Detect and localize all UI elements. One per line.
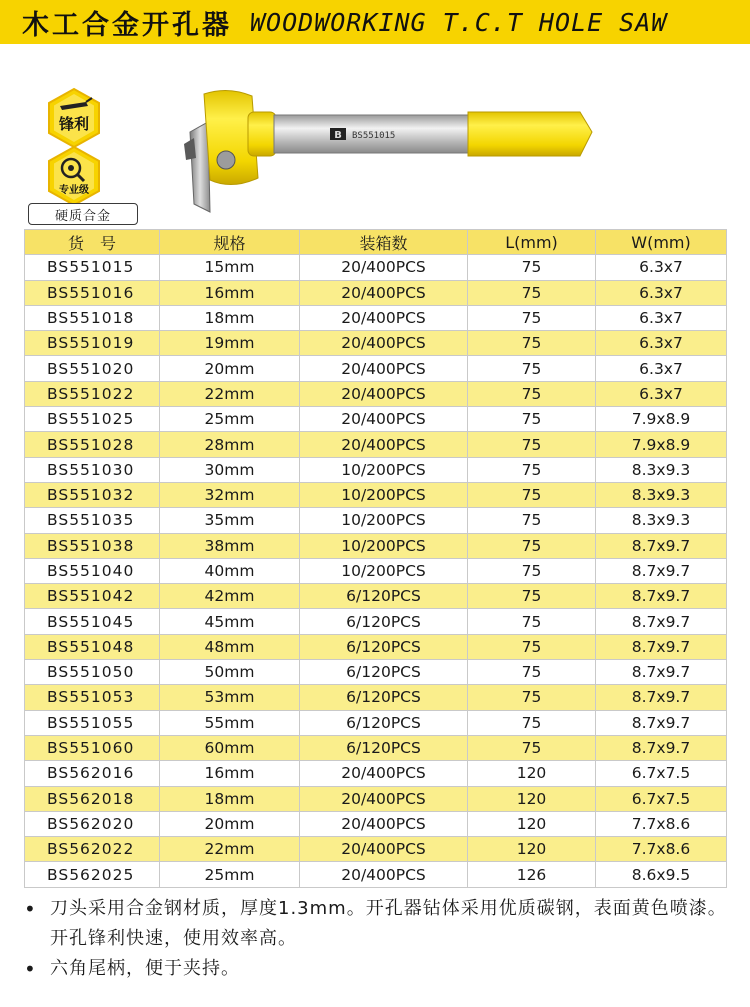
table-body xyxy=(25,255,727,887)
cell-packing: 6/120PCS xyxy=(300,660,468,685)
cell-size: 19mm xyxy=(160,331,300,356)
cell-code: BS551022 xyxy=(25,381,160,406)
table-row xyxy=(25,837,727,862)
cell-code: BS562025 xyxy=(25,862,160,887)
cell-packing: 20/400PCS xyxy=(300,356,468,381)
cell-width: 8.7x9.7 xyxy=(596,533,727,558)
cell-size: 50mm xyxy=(160,660,300,685)
hole-saw-product-image xyxy=(180,82,600,232)
cell-width: 8.7x9.7 xyxy=(596,710,727,735)
cell-code: BS551060 xyxy=(25,735,160,760)
cell-length: 120 xyxy=(468,837,596,862)
table-row xyxy=(25,356,727,381)
cell-length: 75 xyxy=(468,331,596,356)
cell-length: 120 xyxy=(468,761,596,786)
cell-code: BS551028 xyxy=(25,432,160,457)
note-item xyxy=(24,894,736,954)
table-row xyxy=(25,862,727,887)
cell-length: 75 xyxy=(468,305,596,330)
cell-width: 6.3x7 xyxy=(596,381,727,406)
bullet-icon: • xyxy=(24,897,37,921)
cell-packing: 20/400PCS xyxy=(300,381,468,406)
cell-packing: 6/120PCS xyxy=(300,634,468,659)
cell-length: 75 xyxy=(468,457,596,482)
cell-length: 120 xyxy=(468,786,596,811)
cell-length: 126 xyxy=(468,862,596,887)
table-row xyxy=(25,634,727,659)
cell-width: 8.6x9.5 xyxy=(596,862,727,887)
cell-length: 75 xyxy=(468,533,596,558)
cell-size: 16mm xyxy=(160,280,300,305)
brand-logo: B xyxy=(334,130,342,141)
cell-size: 22mm xyxy=(160,837,300,862)
cell-packing: 20/400PCS xyxy=(300,862,468,887)
page-title: 木工合金开孔器 xyxy=(22,9,232,41)
table-row xyxy=(25,457,727,482)
cell-code: BS551032 xyxy=(25,482,160,507)
cell-packing: 6/120PCS xyxy=(300,609,468,634)
table-row xyxy=(25,710,727,735)
cell-width: 6.3x7 xyxy=(596,280,727,305)
cell-size: 18mm xyxy=(160,305,300,330)
cell-size: 28mm xyxy=(160,432,300,457)
cell-size: 55mm xyxy=(160,710,300,735)
cell-code: BS551048 xyxy=(25,634,160,659)
table-row xyxy=(25,584,727,609)
cell-size: 22mm xyxy=(160,381,300,406)
cell-size: 16mm xyxy=(160,761,300,786)
cell-length: 75 xyxy=(468,381,596,406)
col-header-code: 货 号 xyxy=(25,230,160,255)
cell-length: 75 xyxy=(468,558,596,583)
cell-packing: 20/400PCS xyxy=(300,331,468,356)
cell-packing: 6/120PCS xyxy=(300,735,468,760)
cell-packing: 10/200PCS xyxy=(300,558,468,583)
cell-packing: 10/200PCS xyxy=(300,457,468,482)
cell-packing: 20/400PCS xyxy=(300,407,468,432)
cell-width: 6.3x7 xyxy=(596,305,727,330)
cell-packing: 20/400PCS xyxy=(300,305,468,330)
cell-length: 75 xyxy=(468,432,596,457)
cell-packing: 20/400PCS xyxy=(300,255,468,280)
cell-length: 75 xyxy=(468,407,596,432)
cell-code: BS551040 xyxy=(25,558,160,583)
table-row xyxy=(25,508,727,533)
cell-size: 35mm xyxy=(160,508,300,533)
cell-width: 7.7x8.6 xyxy=(596,811,727,836)
cell-code: BS551025 xyxy=(25,407,160,432)
cell-code: BS562020 xyxy=(25,811,160,836)
cell-packing: 6/120PCS xyxy=(300,685,468,710)
cell-packing: 10/200PCS xyxy=(300,533,468,558)
cell-width: 8.3x9.3 xyxy=(596,508,727,533)
cell-size: 18mm xyxy=(160,786,300,811)
cell-packing: 20/400PCS xyxy=(300,761,468,786)
note-text: 刀头采用合金钢材质，厚度1.3mm。开孔器钻体采用优质碳钢，表面黄色喷漆。开孔锋利快速，使用效率高。 xyxy=(50,898,727,949)
cell-length: 75 xyxy=(468,685,596,710)
table-row xyxy=(25,331,727,356)
cell-width: 8.7x9.7 xyxy=(596,735,727,760)
cell-length: 75 xyxy=(468,609,596,634)
cell-packing: 6/120PCS xyxy=(300,584,468,609)
cell-width: 8.3x9.3 xyxy=(596,457,727,482)
cell-width: 8.7x9.7 xyxy=(596,660,727,685)
cell-width: 7.9x8.9 xyxy=(596,407,727,432)
cell-code: BS551015 xyxy=(25,255,160,280)
cell-code: BS551020 xyxy=(25,356,160,381)
table-row xyxy=(25,482,727,507)
cell-packing: 20/400PCS xyxy=(300,811,468,836)
cell-code: BS551042 xyxy=(25,584,160,609)
cell-length: 75 xyxy=(468,508,596,533)
cell-width: 6.7x7.5 xyxy=(596,761,727,786)
col-header-width: W(mm) xyxy=(596,230,727,255)
table-header-row xyxy=(25,230,727,255)
cell-code: BS551045 xyxy=(25,609,160,634)
cell-packing: 10/200PCS xyxy=(300,482,468,507)
cell-code: BS551050 xyxy=(25,660,160,685)
cell-length: 75 xyxy=(468,660,596,685)
table-row xyxy=(25,786,727,811)
cell-size: 60mm xyxy=(160,735,300,760)
cell-length: 75 xyxy=(468,735,596,760)
table-row xyxy=(25,558,727,583)
cell-width: 7.7x8.6 xyxy=(596,837,727,862)
cell-packing: 20/400PCS xyxy=(300,432,468,457)
cell-length: 75 xyxy=(468,356,596,381)
cell-code: BS551038 xyxy=(25,533,160,558)
professional-badge-icon xyxy=(42,144,106,208)
cell-code: BS551018 xyxy=(25,305,160,330)
cell-length: 75 xyxy=(468,482,596,507)
cell-size: 53mm xyxy=(160,685,300,710)
col-header-packing: 装箱数 xyxy=(300,230,468,255)
bullet-icon: • xyxy=(24,957,37,981)
page-title-english: WOODWORKING T.C.T HOLE SAW xyxy=(250,7,668,37)
cell-length: 75 xyxy=(468,710,596,735)
cell-size: 38mm xyxy=(160,533,300,558)
cell-size: 15mm xyxy=(160,255,300,280)
cell-size: 25mm xyxy=(160,407,300,432)
cell-size: 20mm xyxy=(160,356,300,381)
cell-code: BS551055 xyxy=(25,710,160,735)
cell-width: 6.3x7 xyxy=(596,255,727,280)
cell-length: 75 xyxy=(468,634,596,659)
cell-width: 7.9x8.9 xyxy=(596,432,727,457)
table-row xyxy=(25,735,727,760)
cell-length: 75 xyxy=(468,280,596,305)
cell-code: BS562016 xyxy=(25,761,160,786)
table-row xyxy=(25,811,727,836)
specification-table xyxy=(24,229,727,888)
title-bar xyxy=(0,0,750,44)
note-text: 六角尾柄，便于夹持。 xyxy=(50,958,240,979)
cell-size: 30mm xyxy=(160,457,300,482)
cell-width: 8.7x9.7 xyxy=(596,685,727,710)
product-notes xyxy=(24,894,736,984)
cell-size: 32mm xyxy=(160,482,300,507)
table-row xyxy=(25,609,727,634)
cell-packing: 6/120PCS xyxy=(300,710,468,735)
table-row xyxy=(25,255,727,280)
cell-size: 40mm xyxy=(160,558,300,583)
cell-width: 8.7x9.7 xyxy=(596,609,727,634)
cell-size: 25mm xyxy=(160,862,300,887)
cell-size: 20mm xyxy=(160,811,300,836)
table-row xyxy=(25,305,727,330)
table-row xyxy=(25,280,727,305)
cell-code: BS551016 xyxy=(25,280,160,305)
product-engraving: BS551015 xyxy=(352,131,396,141)
cell-code: BS551053 xyxy=(25,685,160,710)
note-item xyxy=(24,954,736,984)
cell-width: 8.7x9.7 xyxy=(596,584,727,609)
table-row xyxy=(25,660,727,685)
cell-code: BS562022 xyxy=(25,837,160,862)
cell-size: 42mm xyxy=(160,584,300,609)
cell-width: 6.3x7 xyxy=(596,331,727,356)
cell-packing: 20/400PCS xyxy=(300,786,468,811)
cell-code: BS551035 xyxy=(25,508,160,533)
col-header-size: 规格 xyxy=(160,230,300,255)
cell-length: 75 xyxy=(468,255,596,280)
cell-code: BS551030 xyxy=(25,457,160,482)
cell-packing: 20/400PCS xyxy=(300,837,468,862)
col-header-length: L(mm) xyxy=(468,230,596,255)
cell-width: 8.7x9.7 xyxy=(596,558,727,583)
table-row xyxy=(25,381,727,406)
table-row xyxy=(25,533,727,558)
cell-size: 45mm xyxy=(160,609,300,634)
cell-width: 8.3x9.3 xyxy=(596,482,727,507)
cell-size: 48mm xyxy=(160,634,300,659)
professional-badge-label: 专业级 xyxy=(59,185,89,196)
cell-width: 6.7x7.5 xyxy=(596,786,727,811)
cell-length: 120 xyxy=(468,811,596,836)
sharp-badge-label: 锋利 xyxy=(58,115,90,133)
cell-length: 75 xyxy=(468,584,596,609)
cell-code: BS562018 xyxy=(25,786,160,811)
sharp-badge-icon xyxy=(42,86,106,150)
table-row xyxy=(25,432,727,457)
cell-width: 8.7x9.7 xyxy=(596,634,727,659)
table-row xyxy=(25,685,727,710)
table-row xyxy=(25,761,727,786)
cell-packing: 10/200PCS xyxy=(300,508,468,533)
cell-packing: 20/400PCS xyxy=(300,280,468,305)
cell-width: 6.3x7 xyxy=(596,356,727,381)
cell-code: BS551019 xyxy=(25,331,160,356)
table-row xyxy=(25,407,727,432)
material-tag: 硬质合金 xyxy=(28,203,138,225)
